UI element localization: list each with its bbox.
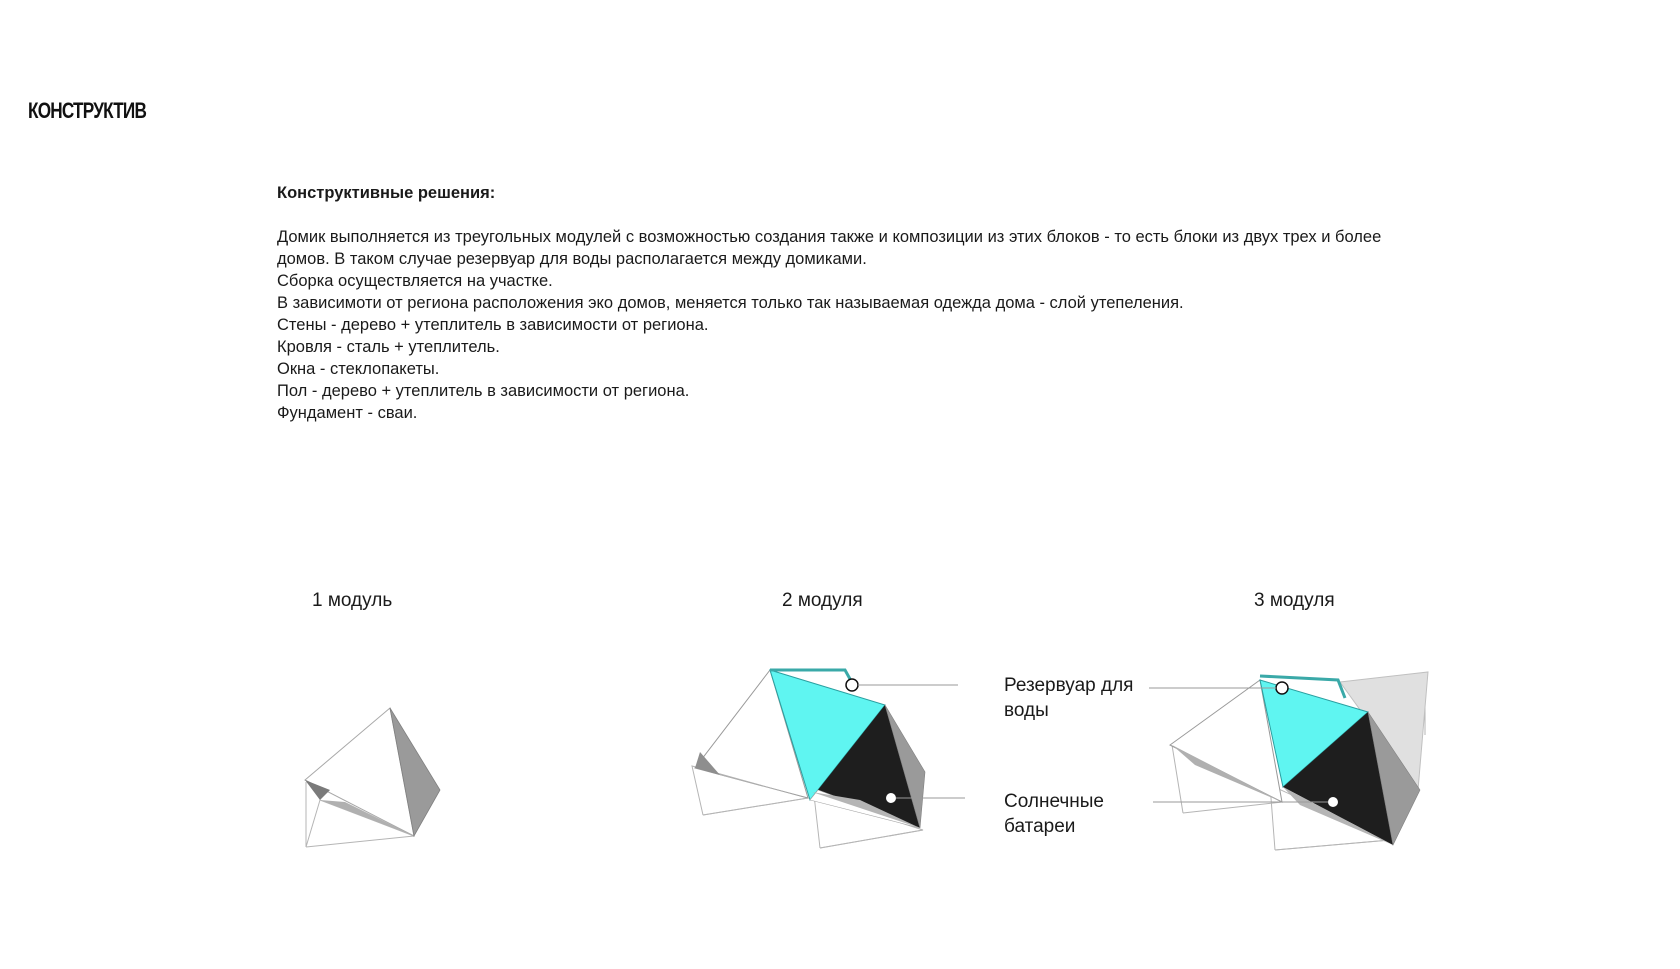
description-paragraph-line-1: Домик выполняется из треугольных модулей с возможностью создания также и композиции из этих блоков - то есть блоки из двух трех и более — [277, 228, 1382, 246]
module-3-diagram — [1149, 672, 1428, 850]
module-2-diagram — [692, 670, 965, 848]
description-line: В зависимоти от региона расположения эко домов, меняется только так называемая одежда дома - слой утепеления. — [277, 294, 1184, 312]
description-line: Окна - стеклопакеты. — [277, 360, 440, 378]
module-2-water-tank-marker — [846, 679, 858, 691]
water-tank-callout-line-1: Резервуар для — [1004, 675, 1134, 696]
solar-callout — [1004, 789, 1104, 839]
module-3-solar-marker — [1328, 797, 1338, 807]
description-line: Пол - дерево + утеплитель в зависимости от региона. — [277, 382, 690, 400]
solar-callout-line-2: батареи — [1004, 816, 1076, 837]
description-line: Стены - дерево + утеплитель в зависимости от региона. — [277, 316, 709, 334]
description-heading: Конструктивные решения: — [277, 184, 496, 202]
module-1-diagram — [305, 708, 440, 847]
module-2-solar-marker — [886, 793, 896, 803]
module-3-label: 3 модуля — [1254, 590, 1335, 611]
description-line: Сборка осуществляется на участке. — [277, 272, 553, 290]
description-paragraph-line-2: домов. В таком случае резервуар для воды располагается между домиками. — [277, 250, 867, 268]
description-line: Фундамент - сваи. — [277, 404, 418, 422]
water-tank-callout-line-2: воды — [1004, 700, 1049, 721]
description-line: Кровля - сталь + утеплитель. — [277, 338, 500, 356]
page-title: КОНСТРУКТИВ — [28, 98, 147, 123]
solar-callout-line-1: Солнечные — [1004, 791, 1105, 812]
module-2-label: 2 модуля — [782, 590, 863, 611]
water-tank-callout — [1004, 673, 1133, 723]
module-1-label: 1 модуль — [312, 590, 393, 611]
module-3-water-tank-marker — [1276, 682, 1288, 694]
